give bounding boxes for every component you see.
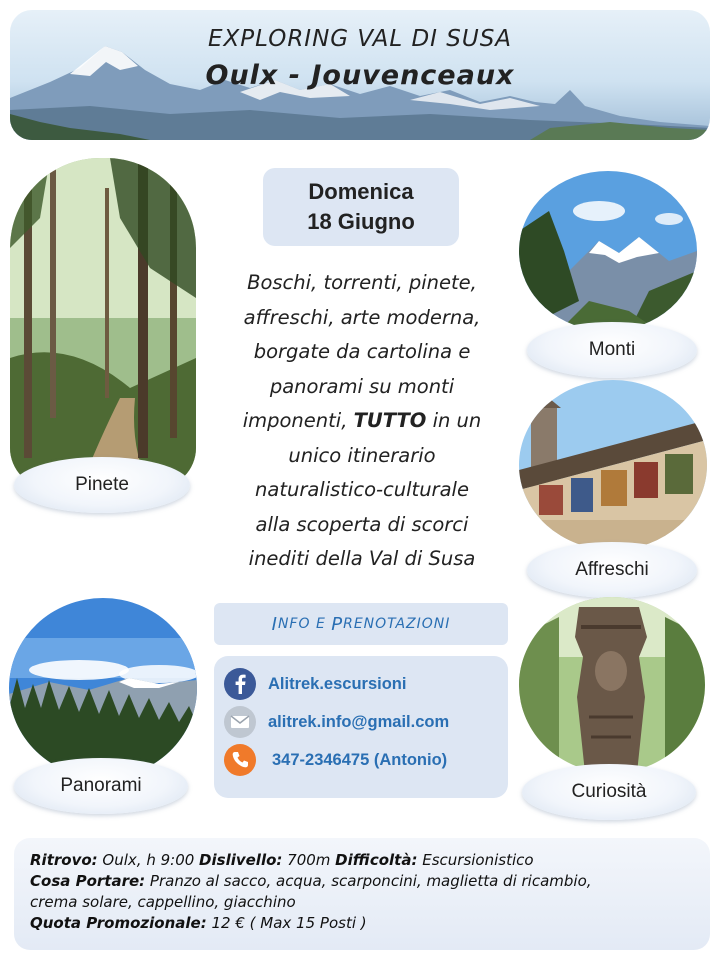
affreschi-photo — [519, 380, 707, 550]
phone-number[interactable]: 347-2346475 (Antonio) — [272, 750, 448, 769]
portare-value-continued: crema solare, cappellino, giacchino — [30, 893, 296, 911]
description-line: naturalistico-culturale — [255, 478, 469, 501]
description-line: affreschi, arte moderna, — [243, 305, 481, 329]
monti-label: Monti — [527, 322, 697, 378]
ritrovo-value: Oulx, h 9:00 — [97, 851, 200, 869]
email-contact[interactable] — [224, 706, 449, 738]
contact-box — [214, 656, 508, 798]
dislivello-value: 700m — [282, 851, 336, 869]
dislivello-label: Dislivello: — [199, 851, 283, 869]
pinete-label: Pinete — [14, 457, 190, 513]
phone-contact[interactable] — [224, 744, 447, 776]
footer-line-bring — [30, 871, 694, 892]
description-emphasis: TUTTO — [353, 409, 427, 432]
description-line — [212, 404, 512, 439]
facebook-contact[interactable] — [224, 668, 406, 700]
quota-label: Quota Promozionale: — [30, 914, 207, 932]
header-banner — [10, 10, 710, 140]
facebook-icon — [224, 668, 256, 700]
info-header-text: RENOTAZIONI — [343, 616, 451, 632]
quota-value: 12 € ( Max 15 Posti ) — [206, 914, 367, 932]
difficolta-value: Escursionistico — [417, 851, 534, 869]
curiosita-label: Curiosità — [522, 764, 696, 820]
envelope-icon — [224, 706, 256, 738]
description-line: borgate da cartolina e — [253, 340, 471, 363]
description-line: panorami su monti — [269, 374, 455, 398]
event-date: 18 Giugno — [307, 209, 415, 234]
panorami-label: Panorami — [14, 758, 188, 814]
description-line: inediti della Val di Susa — [248, 547, 476, 570]
info-booking-header — [214, 603, 508, 645]
info-header-text: I — [271, 613, 278, 635]
monti-photo — [519, 171, 697, 331]
event-description — [212, 266, 512, 577]
banner-title: EXPLORING VAL DI SUSA — [207, 26, 513, 52]
info-header-text: P — [331, 613, 344, 635]
description-text: in un — [432, 409, 482, 432]
facebook-handle[interactable]: Alitrek.escursioni — [268, 674, 407, 693]
pinete-photo — [10, 158, 196, 488]
description-line: Boschi, torrenti, pinete, — [247, 271, 477, 294]
email-address[interactable]: alitrek.info@gmail.com — [268, 712, 450, 731]
description-line: alla scoperta di scorci — [255, 512, 469, 536]
curiosita-photo — [519, 597, 705, 773]
portare-label: Cosa Portare: — [30, 872, 146, 890]
description-text: imponenti, — [242, 409, 348, 432]
phone-icon — [224, 744, 256, 776]
banner-subtitle: Oulx - Jouvenceaux — [205, 60, 515, 91]
description-line: unico itinerario — [288, 443, 436, 467]
portare-value: Pranzo al sacco, acqua, scarponcini, maglietta di ricambio, — [145, 872, 592, 890]
footer-line-meeting — [30, 850, 694, 871]
difficolta-label: Difficoltà: — [335, 851, 418, 869]
event-date-box — [263, 168, 459, 246]
footer-details — [14, 838, 710, 950]
panorami-photo — [9, 598, 197, 778]
event-day: Domenica — [308, 179, 414, 204]
affreschi-label: Affreschi — [527, 542, 697, 598]
ritrovo-label: Ritrovo: — [30, 851, 98, 869]
footer-line-price — [30, 913, 694, 934]
info-header-text: NFO E — [277, 616, 332, 632]
